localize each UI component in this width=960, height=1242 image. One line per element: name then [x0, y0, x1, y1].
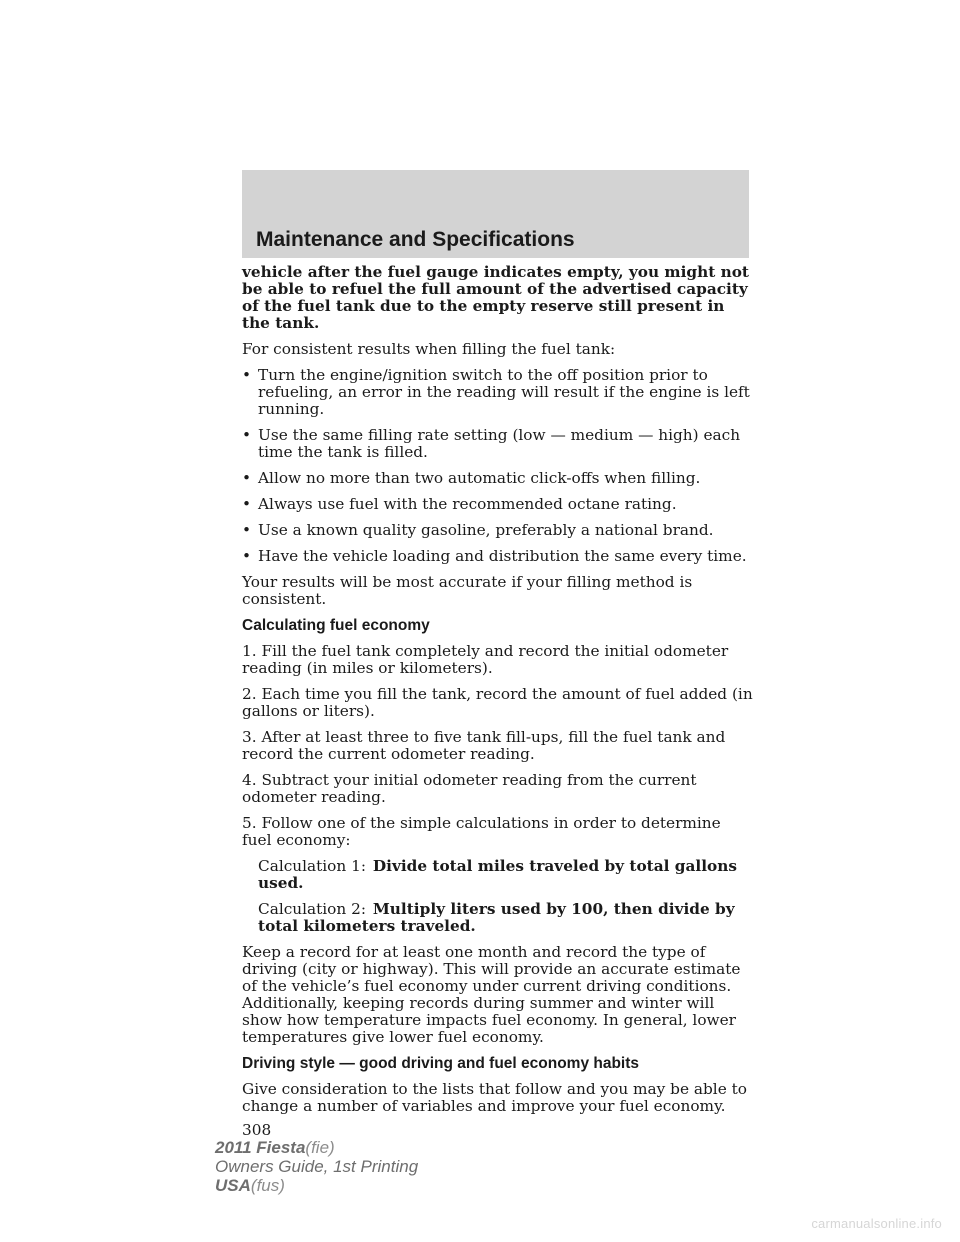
- list-item-text: Use a known quality gasoline, preferably a national brand.: [258, 521, 714, 539]
- bullet-icon: •: [242, 366, 252, 384]
- list-item-text: Always use fuel with the recommended octane rating.: [258, 495, 677, 513]
- driving-style-paragraph: Give consideration to the lists that follow and you may be able to change a number of variables and improve your fuel economy.: [242, 1080, 747, 1115]
- list-item-text: Allow no more than two automatic click-offs when filling.: [258, 469, 701, 487]
- filling-tips-list: [242, 367, 754, 565]
- page-number: 308: [242, 1121, 272, 1139]
- intro-warning-text: vehicle after the fuel gauge indicates empty, you might not be able to refuel the full amount of the advertised capacity of the fuel tank due to the empty reserve still present in the tank.: [242, 263, 750, 332]
- footer-printing-line: Owners Guide, 1st Printing: [215, 1157, 419, 1176]
- calculation-1: [242, 858, 754, 892]
- list-item-text: Use the same filling rate setting (low — medium — high) each time the tank is filled.: [258, 426, 741, 461]
- step-4: 4. Subtract your initial odometer reading from the current odometer reading.: [242, 771, 697, 806]
- bullet-icon: •: [242, 521, 252, 539]
- footer-market: USA: [215, 1176, 251, 1195]
- bullet-icon: •: [242, 547, 252, 565]
- step-2: 2. Each time you fill the tank, record the amount of fuel added (in gallons or liters).: [242, 685, 753, 720]
- calculation-2: [242, 901, 754, 935]
- list-item: [242, 522, 754, 539]
- list-item-text: Turn the engine/ignition switch to the off position prior to refueling, an error in the reading will result if the engine is left running.: [258, 366, 750, 418]
- section-header-band: [242, 170, 749, 258]
- step-1: 1. Fill the fuel tank completely and record the initial odometer reading (in miles or kilometers).: [242, 642, 729, 677]
- consistent-results-intro: For consistent results when filling the fuel tank:: [242, 340, 616, 358]
- bullet-icon: •: [242, 469, 252, 487]
- footer-model: 2011 Fiesta: [215, 1138, 306, 1157]
- footer-model-code: (fie): [305, 1138, 335, 1157]
- calculation-label: Calculation 2:: [258, 900, 366, 918]
- step-5: 5. Follow one of the simple calculations in order to determine fuel economy:: [242, 814, 721, 849]
- results-note: Your results will be most accurate if your filling method is consistent.: [242, 573, 693, 608]
- calculation-formula: Divide total miles traveled by total gallons used.: [258, 857, 737, 892]
- watermark-text: carmanualsonline.info: [811, 1216, 942, 1231]
- record-keeping-paragraph: Keep a record for at least one month and record the type of driving (city or highway). This will provide an accurate estimate of the vehicle’s fuel economy under current driving conditions. Additionally, keeping records during summer and winter will show how temperature impacts fuel economy. In general, lower temperatures give lower fuel economy.: [242, 943, 741, 1046]
- list-item: [242, 496, 754, 513]
- calculation-formula: Multiply liters used by 100, then divide by total kilometers traveled.: [258, 900, 735, 935]
- calculation-label: Calculation 1:: [258, 857, 366, 875]
- driving-style-heading: Driving style — good driving and fuel economy habits: [242, 1055, 640, 1072]
- document-footer: [215, 1138, 418, 1195]
- list-item-text: Have the vehicle loading and distribution the same every time.: [258, 547, 747, 565]
- step-3: 3. After at least three to five tank fill-ups, fill the fuel tank and record the current odometer reading.: [242, 728, 726, 763]
- footer-market-line: [215, 1176, 418, 1195]
- footer-market-code: (fus): [250, 1176, 285, 1195]
- footer-model-line: [215, 1138, 418, 1157]
- bullet-icon: •: [242, 426, 252, 444]
- bullet-icon: •: [242, 495, 252, 513]
- calculating-fuel-economy-heading: Calculating fuel economy: [242, 617, 430, 634]
- page-content: [242, 264, 754, 1139]
- list-item: [242, 367, 754, 418]
- section-title: Maintenance and Specifications: [256, 228, 575, 251]
- list-item: [242, 548, 754, 565]
- list-item: [242, 470, 754, 487]
- list-item: [242, 427, 754, 461]
